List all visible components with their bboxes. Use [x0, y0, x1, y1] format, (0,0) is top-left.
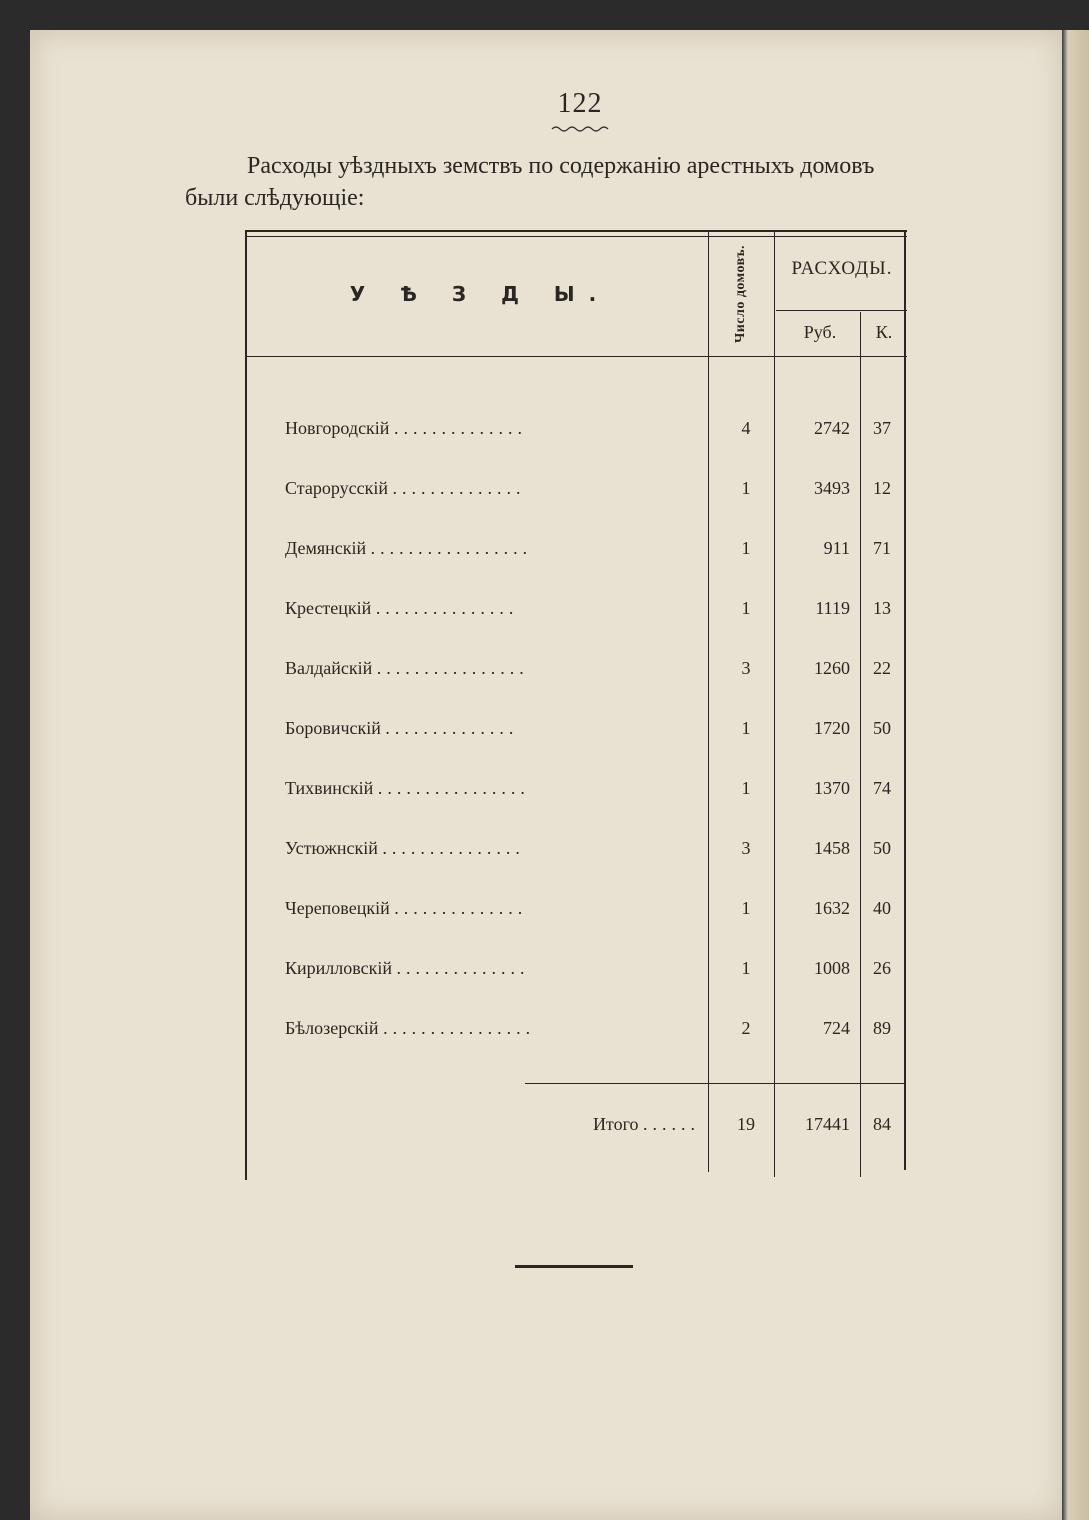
- table-row: [0, 598, 1089, 628]
- header-districts: У Ѣ З Д Ы.: [349, 282, 611, 306]
- row-kopecks: 74: [873, 778, 891, 798]
- table-row: [0, 898, 1089, 928]
- row-rubles: 3493: [814, 478, 850, 498]
- row-kopecks: 22: [873, 658, 891, 678]
- footer-rule: [515, 1265, 633, 1268]
- row-rubles: 1008: [814, 958, 850, 978]
- total-kopecks: 84: [873, 1114, 891, 1134]
- total-houses: 19: [737, 1114, 755, 1134]
- row-district: Крестецкій ...............: [285, 598, 519, 618]
- ornament-flourish: [550, 124, 610, 134]
- row-houses: 1: [741, 478, 751, 498]
- row-rubles: 1260: [814, 658, 850, 678]
- row-rubles: 2742: [814, 418, 850, 438]
- table-row: [0, 658, 1089, 688]
- table-row: [0, 1018, 1089, 1048]
- row-houses: 1: [741, 898, 751, 918]
- row-houses: 3: [741, 658, 751, 678]
- row-district: Череповецкій ..............: [285, 898, 528, 918]
- row-kopecks: 26: [873, 958, 891, 978]
- row-rubles: 1720: [814, 718, 850, 738]
- header-rubles: Руб.: [803, 322, 837, 342]
- row-houses: 4: [741, 418, 751, 438]
- intro-line-1: Расходы уѣздныхъ земствъ по содержанію арестныхъ домовъ: [247, 153, 875, 179]
- total-rubles: 17441: [805, 1114, 850, 1134]
- row-district: Старорусскій ..............: [285, 478, 526, 498]
- row-kopecks: 37: [873, 418, 891, 438]
- row-rubles: 1119: [815, 598, 850, 618]
- intro-paragraph: [185, 150, 975, 214]
- row-rubles: 1632: [814, 898, 850, 918]
- row-houses: 1: [741, 598, 751, 618]
- row-houses: 1: [741, 778, 751, 798]
- row-district: Устюжнскій ...............: [285, 838, 525, 858]
- row-district: Демянскій .................: [285, 538, 533, 558]
- table-row: [0, 958, 1089, 988]
- header-kopecks: К.: [875, 322, 893, 342]
- book-spine: [1062, 30, 1089, 1520]
- table-total-row: [0, 1114, 1089, 1144]
- header-houses-count: [716, 238, 766, 350]
- row-district: Кирилловскій ..............: [285, 958, 530, 978]
- row-kopecks: 12: [873, 478, 891, 498]
- row-houses: 2: [741, 1018, 751, 1038]
- table-row: [0, 478, 1089, 508]
- row-kopecks: 50: [873, 838, 891, 858]
- row-district: Тихвинскій ................: [285, 778, 530, 798]
- table-row: [0, 718, 1089, 748]
- row-district: Валдайскій ................: [285, 658, 529, 678]
- row-kopecks: 50: [873, 718, 891, 738]
- row-houses: 3: [741, 838, 751, 858]
- row-kopecks: 71: [873, 538, 891, 558]
- row-rubles: 1458: [814, 838, 850, 858]
- row-houses: 1: [741, 958, 751, 978]
- row-district: Бѣлозерскій ................: [285, 1018, 536, 1038]
- table-row: [0, 778, 1089, 808]
- row-houses: 1: [741, 538, 751, 558]
- row-rubles: 724: [823, 1018, 850, 1038]
- row-houses: 1: [741, 718, 751, 738]
- table-row: [0, 838, 1089, 868]
- row-district: Новгородскій ..............: [285, 418, 527, 438]
- row-rubles: 911: [823, 538, 850, 558]
- row-kopecks: 40: [873, 898, 891, 918]
- header-houses-text: Число домовъ.: [733, 244, 749, 344]
- table-row: [0, 538, 1089, 568]
- row-kopecks: 13: [873, 598, 891, 618]
- page-number: 122: [557, 88, 603, 119]
- document-page: [30, 30, 1063, 1520]
- intro-line-2: были слѣдующіе:: [185, 185, 365, 211]
- header-expenses: РАСХОДЫ.: [791, 258, 893, 279]
- table-row: [0, 418, 1089, 448]
- total-label: Итого ......: [592, 1114, 700, 1134]
- row-district: Боровичскій ..............: [285, 718, 519, 738]
- row-rubles: 1370: [814, 778, 850, 798]
- row-kopecks: 89: [873, 1018, 891, 1038]
